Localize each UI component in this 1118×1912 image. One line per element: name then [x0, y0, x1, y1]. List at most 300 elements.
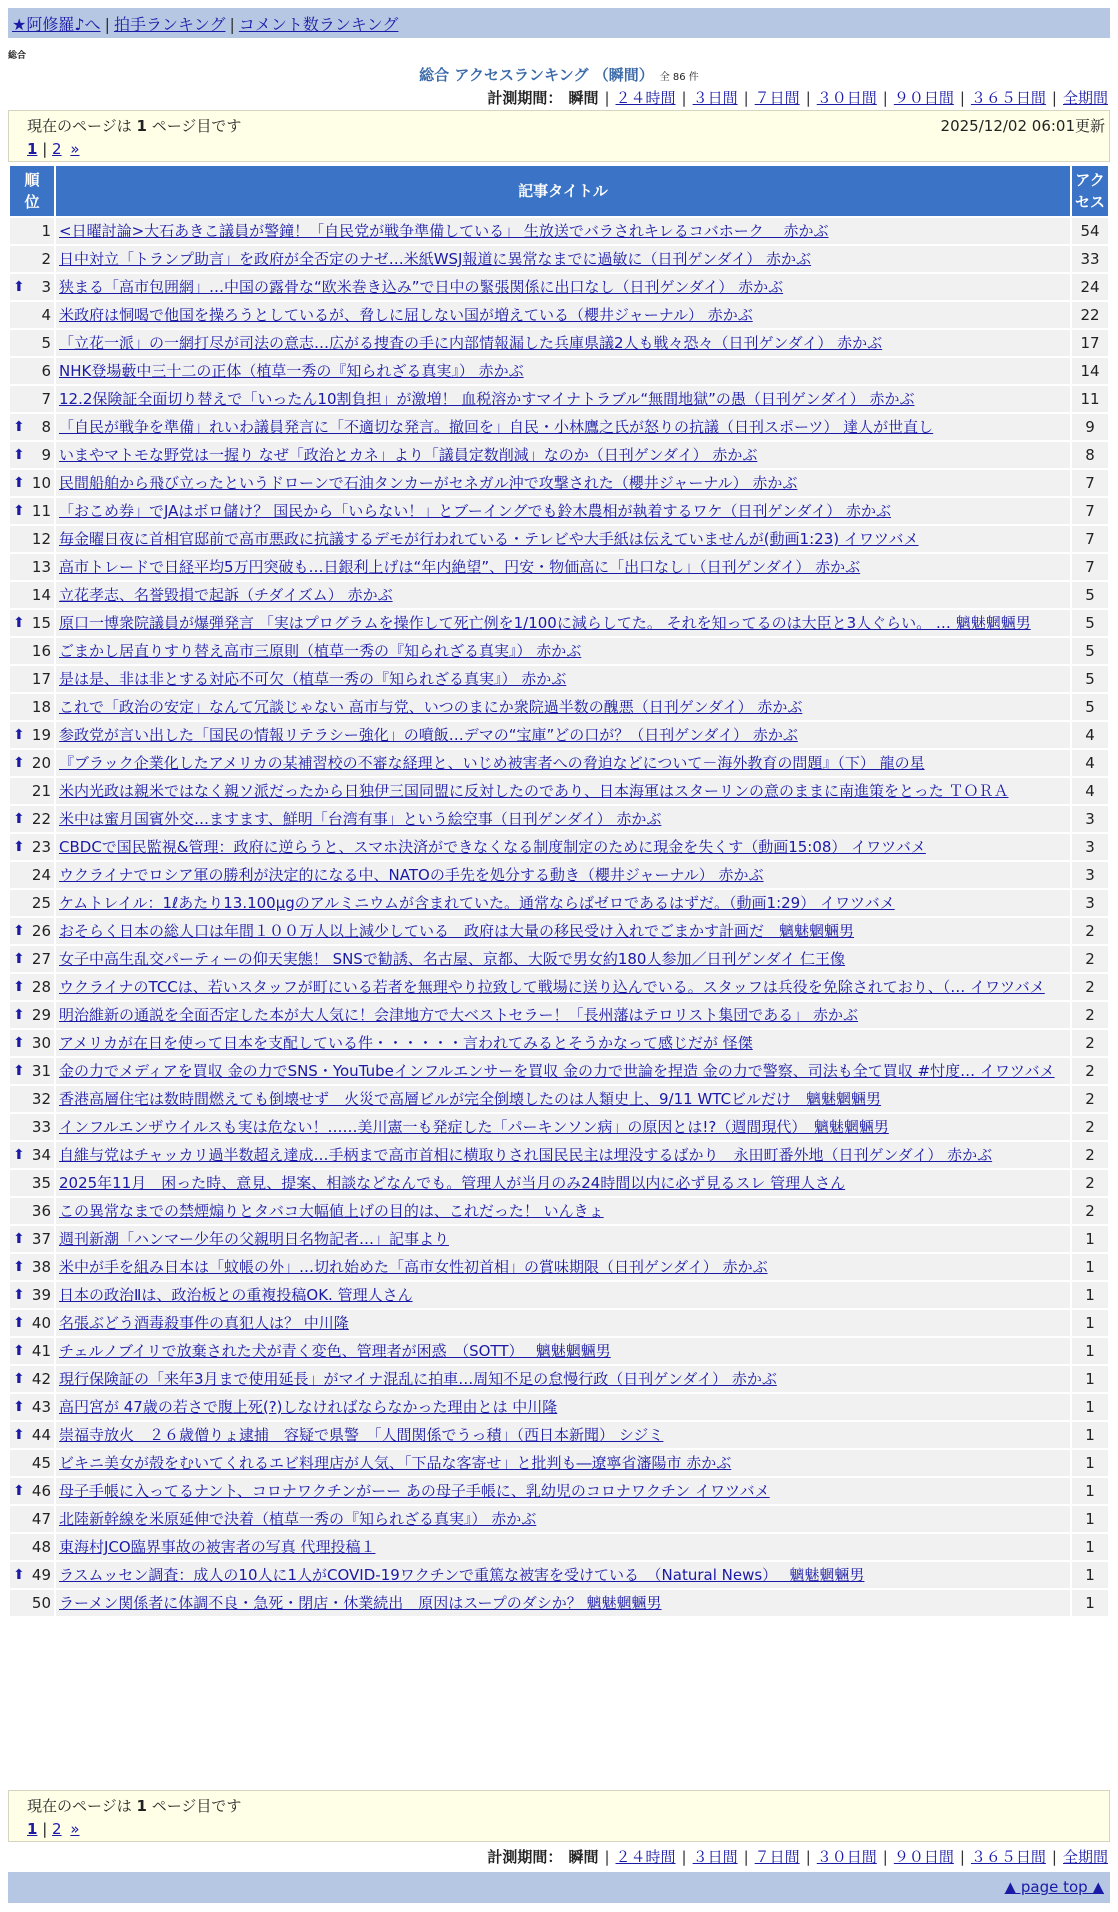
article-link[interactable]: 現行保険証の「来年3月まで使用延長」がマイナ混乱に拍車…周知不足の怠慢行政（日刊ゲンダイ） 赤かぶ	[59, 1370, 777, 1388]
period-separator: |	[805, 89, 811, 107]
rank-cell	[10, 918, 54, 944]
period-separator: |	[882, 1848, 888, 1866]
rank-up-arrow-icon: ⬆	[13, 1287, 25, 1303]
rank-up-arrow-icon: ⬆	[13, 1371, 25, 1387]
access-count: 5	[1072, 610, 1108, 636]
rank-cell	[10, 246, 54, 272]
title-cell	[56, 330, 1070, 356]
article-link[interactable]: 名張ぶどう酒毒殺事件の真犯人は？ 中川隆	[59, 1314, 349, 1332]
table-row	[10, 1142, 1108, 1168]
page-2-link[interactable]: 2	[52, 1820, 62, 1838]
rank-up-arrow-icon: ⬆	[13, 1399, 25, 1415]
title-cell	[56, 946, 1070, 972]
title-cell	[56, 862, 1070, 888]
title-cell	[56, 1534, 1070, 1560]
article-link[interactable]: 狭まる「高市包囲網」…中国の露骨な“欧米巻き込み”で日中の緊張関係に出口なし（日刊ゲンダイ） 赤かぶ	[59, 278, 784, 296]
updated-time: 2025/12/02 06:01更新	[940, 117, 1105, 135]
article-link[interactable]: 是は是、非は非とする対応不可欠（植草一秀の『知られざる真実』） 赤かぶ	[59, 670, 567, 688]
total-count: 全 86 件	[659, 72, 699, 83]
rank-cell	[10, 1114, 54, 1140]
title-cell	[56, 890, 1070, 916]
title-cell	[56, 470, 1070, 496]
rank-cell	[10, 638, 54, 664]
ranking-table	[8, 164, 1110, 1618]
article-link[interactable]: 週刊新潮「ハンマー少年の父親明日名物記者…」記事より	[59, 1230, 450, 1248]
title-cell	[56, 1366, 1070, 1392]
period-link-4[interactable]: ９０日間	[893, 1848, 954, 1866]
rank-cell	[10, 806, 54, 832]
rank-number: 32	[31, 1090, 51, 1108]
access-count: 1	[1072, 1450, 1108, 1476]
title-cell	[56, 554, 1070, 580]
rank-number: 6	[41, 362, 51, 380]
rank-up-arrow-icon: ⬆	[13, 979, 25, 995]
table-row	[10, 442, 1108, 468]
rank-number: 17	[31, 670, 51, 688]
rank-number: 5	[41, 334, 51, 352]
table-header-row	[10, 166, 1108, 216]
table-row	[10, 414, 1108, 440]
article-link[interactable]: 高円宮が 47歳の若さで腹上死(?)しなければならなかった理由とは 中川隆	[59, 1398, 558, 1416]
period-label: 計測期間：	[487, 89, 563, 107]
article-link[interactable]: 「立花一派」の一網打尽が司法の意志…広がる捜査の手に内部情報漏した兵庫県議2人も戦々恐々（日刊ゲンダイ） 赤かぶ	[59, 334, 883, 352]
access-count: 8	[1072, 442, 1108, 468]
access-count: 7	[1072, 470, 1108, 496]
page-1-link[interactable]: 1	[27, 140, 38, 158]
access-count: 4	[1072, 778, 1108, 804]
access-count: 3	[1072, 806, 1108, 832]
table-row	[10, 1590, 1108, 1616]
rank-up-arrow-icon: ⬆	[13, 279, 25, 295]
rank-number: 35	[31, 1174, 51, 1192]
period-link-3[interactable]: ３０日間	[816, 89, 877, 107]
rank-number: 47	[31, 1510, 51, 1528]
rank-number: 13	[31, 558, 51, 576]
rank-cell	[10, 1198, 54, 1224]
rank-header: 順 位	[10, 166, 54, 216]
next-page-link[interactable]: »	[70, 140, 80, 158]
rank-up-arrow-icon: ⬆	[13, 811, 25, 827]
rank-number: 15	[31, 614, 51, 632]
article-link[interactable]: 「自民が戦争を準備」れいわ議員発言に「不適切な発言。撤回を」自民・小林鷹之氏が怒りの抗議（日刊スポーツ） 達人が世直し	[59, 418, 934, 436]
title-cell	[56, 1086, 1070, 1112]
rank-number: 46	[31, 1482, 51, 1500]
table-row	[10, 218, 1108, 244]
article-link[interactable]: これで「政治の安定」なんて冗談じゃない 高市与党、いつのまにか衆院過半数の醜悪（日刊ゲンダイ） 赤かぶ	[59, 698, 803, 716]
article-link[interactable]: <日曜討論>大石あきこ議員が警鐘！「自民党が戦争準備している」 生放送でバラされキレるコバホーク 赤かぶ	[59, 222, 829, 240]
rank-cell	[10, 1282, 54, 1308]
period-current: 瞬間	[568, 1848, 599, 1866]
article-link[interactable]: インフルエンザウイルスも実は危ない！……美川憲一も発症した「パーキンソン病」の原因とは!?（週間現代） 魑魅魍魎男	[59, 1118, 889, 1136]
rank-cell	[10, 470, 54, 496]
access-count: 7	[1072, 526, 1108, 552]
title-cell	[56, 722, 1070, 748]
period-link-5[interactable]: ３６５日間	[970, 1848, 1046, 1866]
access-count: 1	[1072, 1226, 1108, 1252]
rank-up-arrow-icon: ⬆	[13, 1343, 25, 1359]
rank-up-arrow-icon: ⬆	[13, 1427, 25, 1443]
article-link[interactable]: 香港高層住宅は数時間燃えても倒壊せず 火災で高層ビルが完全倒壊したのは人類史上、9/11 WTCビルだけ 魑魅魍魎男	[59, 1090, 882, 1108]
table-row	[10, 722, 1108, 748]
rank-cell	[10, 1338, 54, 1364]
home-link[interactable]: ★阿修羅♪へ	[12, 15, 101, 34]
access-count: 14	[1072, 358, 1108, 384]
title-cell	[56, 974, 1070, 1000]
rank-number: 43	[31, 1398, 51, 1416]
article-link[interactable]: 日中対立「トランプ助言」を政府が全否定のナゼ…米紙WSJ報道に異常なまでに過敏に（日刊ゲンダイ） 赤かぶ	[59, 250, 812, 268]
pagination: 1 | 2 »	[27, 1820, 80, 1838]
table-row	[10, 1366, 1108, 1392]
table-row	[10, 974, 1108, 1000]
article-link[interactable]: この異常なまでの禁煙煽りとタバコ大幅値上げの目的は、これだった！ いんきょ	[59, 1202, 604, 1220]
access-count: 2	[1072, 946, 1108, 972]
rank-cell	[10, 1562, 54, 1588]
rank-cell	[10, 1254, 54, 1280]
period-link-0[interactable]: ２４時間	[615, 1848, 676, 1866]
period-link-5[interactable]: ３６５日間	[970, 89, 1046, 107]
table-row	[10, 1254, 1108, 1280]
rank-cell	[10, 274, 54, 300]
title-cell	[56, 1058, 1070, 1084]
rank-cell	[10, 722, 54, 748]
rank-cell	[10, 358, 54, 384]
rank-up-arrow-icon: ⬆	[13, 475, 25, 491]
article-link[interactable]: ウクライナのTCCは、若いスタッフが町にいる若者を無理やり拉致して戦場に送り込んでいる。スタッフは兵役を免除されており、（… イワツバメ	[59, 978, 1045, 996]
access-count: 2	[1072, 1002, 1108, 1028]
period-link-2[interactable]: ７日間	[754, 89, 800, 107]
article-link[interactable]: 日本の政治Ⅱは、政治板との重複投稿OK. 管理人さん	[59, 1286, 413, 1304]
rank-number: 24	[31, 866, 51, 884]
rank-number: 22	[31, 810, 51, 828]
table-row	[10, 1198, 1108, 1224]
title-cell	[56, 386, 1070, 412]
article-link[interactable]: 2025年11月 困った時、意見、提案、相談などなんでも。管理人が当月のみ24時間以内に必ず見るスレ 管理人さん	[59, 1174, 846, 1192]
page-title: 総合 アクセスランキング （瞬間）	[419, 66, 654, 84]
rank-up-arrow-icon: ⬆	[13, 447, 25, 463]
article-link[interactable]: 米内光政は親米ではなく親ソ派だったから日独伊三国同盟に反対したのであり、日本海軍はスターリンの意のままに南進策をとった ＴＯＲＡ	[59, 782, 1009, 800]
article-link[interactable]: ラスムッセン調査：成人の10人に1人がCOVID-19ワクチンで重篤な被害を受けている （Natural News） 魑魅魍魎男	[59, 1566, 865, 1584]
access-count: 2	[1072, 1170, 1108, 1196]
article-link[interactable]: CBDCで国民監視&管理：政府に逆らうと、スマホ決済ができなくなる制度制定のために現金を失くす（動画15:08） イワツバメ	[59, 838, 926, 856]
title-cell	[56, 806, 1070, 832]
rank-number: 41	[31, 1342, 51, 1360]
article-link[interactable]: 12.2保険証全面切り替えで「いったん10割負担」が激増！ 血税溶かすマイナトラブル“無間地獄”の愚（日刊ゲンダイ） 赤かぶ	[59, 390, 915, 408]
article-link[interactable]: ラーメン関係者に体調不良・急死・閉店・休業続出 原因はスープのダシか？ 魑魅魍魎男	[59, 1594, 662, 1612]
rank-up-arrow-icon: ⬆	[13, 1259, 25, 1275]
title-cell	[56, 834, 1070, 860]
article-link[interactable]: 母子手帳に入ってるナント、コロナワクチンがーー あの母子手帳に、乳幼児のコロナワクチン イワツバメ	[59, 1482, 770, 1500]
rank-cell	[10, 694, 54, 720]
table-row	[10, 1002, 1108, 1028]
title-cell	[56, 638, 1070, 664]
rank-cell	[10, 1142, 54, 1168]
rank-cell	[10, 946, 54, 972]
article-link[interactable]: 北陸新幹線を米原延伸で決着（植草一秀の『知られざる真実』） 赤かぶ	[59, 1510, 537, 1528]
access-count: 5	[1072, 638, 1108, 664]
rank-cell	[10, 1506, 54, 1532]
section-label: 総合	[8, 51, 27, 61]
rank-cell	[10, 330, 54, 356]
table-row	[10, 274, 1108, 300]
period-current: 瞬間	[568, 89, 599, 107]
access-count: 2	[1072, 918, 1108, 944]
access-count: 5	[1072, 666, 1108, 692]
table-row	[10, 750, 1108, 776]
article-link[interactable]: ケムトレイル：1ℓあたり13.100μgのアルミニウムが含まれていた。通常ならばゼロであるはずだ。（動画1:29） イワツバメ	[59, 894, 895, 912]
period-link-1[interactable]: ３日間	[692, 1848, 738, 1866]
period-link-2[interactable]: ７日間	[754, 1848, 800, 1866]
table-row	[10, 1478, 1108, 1504]
rank-cell	[10, 498, 54, 524]
article-link[interactable]: 女子中高生乱交パーティーの仰天実態！ SNSで勧誘、名古屋、京都、大阪で男女約180人参加／日刊ゲンダイ 仁王像	[59, 950, 846, 968]
article-link[interactable]: 立花孝志、名誉毀損で起訴（チダイズム） 赤かぶ	[59, 586, 393, 604]
rank-number: 28	[31, 978, 51, 996]
article-link[interactable]: 原口一博衆院議員が爆弾発言 「実はプログラムを操作して死亡例を1/100に減らしてた。 それを知ってるのは大臣と3人ぐらい。 … 魑魅魍魎男	[59, 614, 1031, 632]
access-count: 2	[1072, 1142, 1108, 1168]
table-row	[10, 890, 1108, 916]
title-cell	[56, 1254, 1070, 1280]
access-count: 2	[1072, 974, 1108, 1000]
rank-cell	[10, 1086, 54, 1112]
title-cell	[56, 1506, 1070, 1532]
period-separator: |	[959, 89, 965, 107]
access-count: 7	[1072, 498, 1108, 524]
next-page-link[interactable]: »	[70, 1820, 80, 1838]
rank-cell	[10, 526, 54, 552]
access-count: 2	[1072, 1086, 1108, 1112]
article-link[interactable]: アメリカが在日を使って日本を支配している件・・・・・・言われてみるとそうかなって感じだが 怪傑	[59, 1034, 753, 1052]
access-count: 2	[1072, 1114, 1108, 1140]
table-row	[10, 470, 1108, 496]
access-count: 4	[1072, 722, 1108, 748]
table-row	[10, 1282, 1108, 1308]
access-count: 1	[1072, 1506, 1108, 1532]
clap-ranking-link[interactable]: 拍手ランキング	[113, 15, 226, 34]
table-row	[10, 638, 1108, 664]
rank-cell	[10, 1394, 54, 1420]
title-cell	[56, 1590, 1070, 1616]
article-link[interactable]: 米中が手を組み日本は「蚊帳の外」…切れ始めた「高市女性初首相」の賞味期限（日刊ゲンダイ） 赤かぶ	[59, 1258, 768, 1276]
access-count: 3	[1072, 890, 1108, 916]
title-cell	[56, 274, 1070, 300]
ranking-heading	[0, 64, 1118, 85]
access-count: 1	[1072, 1478, 1108, 1504]
period-separator: |	[959, 1848, 965, 1866]
title-cell	[56, 302, 1070, 328]
article-link[interactable]: 明治維新の通説を全面否定した本が大人気に！会津地方で大ベストセラー！「長州藩はテロリスト集団である」 赤かぶ	[59, 1006, 859, 1024]
period-link-1[interactable]: ３日間	[692, 89, 738, 107]
table-row	[10, 246, 1108, 272]
title-cell	[56, 414, 1070, 440]
access-count: 24	[1072, 274, 1108, 300]
table-row	[10, 1422, 1108, 1448]
article-link[interactable]: おそらく日本の総人口は年間１００万人以上減少している 政府は大量の移民受け入れでごまかす計画だ 魑魅魍魎男	[59, 922, 855, 940]
period-link-6[interactable]: 全期間	[1062, 89, 1108, 107]
rank-cell	[10, 582, 54, 608]
rank-number: 4	[41, 306, 51, 324]
article-link[interactable]: 米政府は恫喝で他国を操ろうとしているが、脅しに屈しない国が増えている（櫻井ジャーナル） 赤かぶ	[59, 306, 753, 324]
article-link[interactable]: 『ブラック企業化したアメリカの某補習校の不審な経理と、いじめ被害者への脅迫などについて－海外教育の問題』（下） 龍の星	[59, 754, 925, 772]
rank-cell	[10, 1030, 54, 1056]
rank-cell	[10, 834, 54, 860]
article-link[interactable]: チェルノブイリで放棄された犬が青く変色、管理者が困惑 （SOTT） 魑魅魍魎男	[59, 1342, 611, 1360]
table-row	[10, 806, 1108, 832]
nav-separator: |	[229, 15, 235, 34]
rank-cell	[10, 414, 54, 440]
rank-number: 29	[31, 1006, 51, 1024]
nav-separator: |	[104, 15, 110, 34]
title-cell	[56, 246, 1070, 272]
access-count: 1	[1072, 1310, 1108, 1336]
article-link[interactable]: 崇福寺放火 ２６歳僧りょ逮捕 容疑で県警 「人間関係でうっ積」（西日本新聞） シジミ	[59, 1426, 664, 1444]
table-row	[10, 302, 1108, 328]
title-cell	[56, 1562, 1070, 1588]
rank-up-arrow-icon: ⬆	[13, 1063, 25, 1079]
article-link[interactable]: 参政党が言い出した「国民の情報リテラシー強化」の噴飯…デマの“宝庫”どの口が？（日刊ゲンダイ） 赤かぶ	[59, 726, 798, 744]
period-selector-bottom	[487, 1846, 1108, 1867]
rank-number: 19	[31, 726, 51, 744]
period-link-0[interactable]: ２４時間	[615, 89, 676, 107]
period-separator: |	[743, 89, 749, 107]
page-info-panel-top	[8, 110, 1110, 162]
rank-up-arrow-icon: ⬆	[13, 1231, 25, 1247]
title-cell	[56, 918, 1070, 944]
title-cell	[56, 1394, 1070, 1420]
article-link[interactable]: ビキニ美女が殻をむいてくれるエビ料理店が人気、「下品な客寄せ」と批判も―遼寧省瀋陽市 赤かぶ	[59, 1454, 732, 1472]
rank-number: 20	[31, 754, 51, 772]
title-header: 記事タイトル	[56, 166, 1070, 216]
rank-up-arrow-icon: ⬆	[13, 1007, 25, 1023]
page-1-link[interactable]: 1	[27, 1820, 38, 1838]
period-separator: |	[604, 1848, 610, 1866]
rank-number: 1	[41, 222, 51, 240]
article-link[interactable]: 金の力でメディアを買収 金の力でSNS・YouTubeインフルエンサーを買収 金の力で世論を捏造 金の力で警察、司法も全て買収 #忖度… イワツバメ	[59, 1062, 1055, 1080]
title-cell	[56, 1310, 1070, 1336]
table-row	[10, 862, 1108, 888]
rank-number: 16	[31, 642, 51, 660]
period-link-3[interactable]: ３０日間	[816, 1848, 877, 1866]
rank-cell	[10, 442, 54, 468]
article-link[interactable]: 高市トレードで日経平均5万円突破も…日銀利上げは“年内絶望”、円安・物価高に「出口なし」（日刊ゲンダイ） 赤かぶ	[59, 558, 861, 576]
title-cell	[56, 1142, 1070, 1168]
article-link[interactable]: NHK登場藪中三十二の正体（植草一秀の『知られざる真実』） 赤かぶ	[59, 362, 524, 380]
current-page-text: 現在のページは 1 ページ目です	[27, 1797, 242, 1815]
table-row	[10, 582, 1108, 608]
title-cell	[56, 1114, 1070, 1140]
article-link[interactable]: 米中は蜜月国賓外交…ますます、鮮明「台湾有事」という絵空事（日刊ゲンダイ） 赤かぶ	[59, 810, 662, 828]
table-row	[10, 1058, 1108, 1084]
table-row	[10, 1394, 1108, 1420]
rank-cell	[10, 1226, 54, 1252]
table-row	[10, 1506, 1108, 1532]
rank-number: 33	[31, 1118, 51, 1136]
period-link-4[interactable]: ９０日間	[893, 89, 954, 107]
rank-number: 44	[31, 1426, 51, 1444]
table-row	[10, 1450, 1108, 1476]
title-cell	[56, 358, 1070, 384]
table-row	[10, 386, 1108, 412]
rank-number: 8	[41, 418, 51, 436]
access-count: 3	[1072, 834, 1108, 860]
period-separator: |	[882, 89, 888, 107]
rank-number: 39	[31, 1286, 51, 1304]
page-info-panel-bottom	[8, 1790, 1110, 1842]
access-count: 2	[1072, 1058, 1108, 1084]
page-top-link[interactable]: ▲ page top ▲	[1004, 1878, 1104, 1896]
rank-cell	[10, 1310, 54, 1336]
access-count: 54	[1072, 218, 1108, 244]
table-row	[10, 358, 1108, 384]
rank-number: 45	[31, 1454, 51, 1472]
rank-number: 49	[31, 1566, 51, 1584]
comment-ranking-link[interactable]: コメント数ランキング	[238, 15, 399, 34]
access-count: 1	[1072, 1394, 1108, 1420]
access-count: 2	[1072, 1198, 1108, 1224]
access-count: 1	[1072, 1562, 1108, 1588]
access-count: 11	[1072, 386, 1108, 412]
access-count: 1	[1072, 1590, 1108, 1616]
rank-up-arrow-icon: ⬆	[13, 419, 25, 435]
rank-cell	[10, 218, 54, 244]
title-cell	[56, 750, 1070, 776]
article-link[interactable]: ウクライナでロシア軍の勝利が決定的になる中、NATOの手先を処分する動き（櫻井ジャーナル） 赤かぶ	[59, 866, 764, 884]
rank-number: 26	[31, 922, 51, 940]
access-count: 17	[1072, 330, 1108, 356]
period-link-6[interactable]: 全期間	[1062, 1848, 1108, 1866]
table-row	[10, 498, 1108, 524]
rank-number: 50	[31, 1594, 51, 1612]
rank-number: 12	[31, 530, 51, 548]
title-cell	[56, 1478, 1070, 1504]
title-cell	[56, 582, 1070, 608]
table-row	[10, 666, 1108, 692]
rank-cell	[10, 890, 54, 916]
rank-cell	[10, 750, 54, 776]
title-cell	[56, 1002, 1070, 1028]
table-row	[10, 1114, 1108, 1140]
rank-cell	[10, 1002, 54, 1028]
rank-number: 14	[31, 586, 51, 604]
rank-up-arrow-icon: ⬆	[13, 839, 25, 855]
period-separator: |	[805, 1848, 811, 1866]
rank-number: 23	[31, 838, 51, 856]
rank-number: 48	[31, 1538, 51, 1556]
title-cell	[56, 1338, 1070, 1364]
page-2-link[interactable]: 2	[52, 140, 62, 158]
title-cell	[56, 526, 1070, 552]
top-nav-bar	[8, 8, 1110, 38]
article-link[interactable]: 「おこめ券」でJAはボロ儲け？ 国民から「いらない！」とブーイングでも鈴木農相が執着するワケ（日刊ゲンダイ） 赤かぶ	[59, 502, 892, 520]
article-link[interactable]: 民間船舶から飛び立ったというドローンで石油タンカーがセネガル沖で攻撃された（櫻井ジャーナル） 赤かぶ	[59, 474, 798, 492]
period-separator: |	[1051, 1848, 1057, 1866]
access-count: 5	[1072, 582, 1108, 608]
article-link[interactable]: 毎金曜日夜に首相官邸前で高市悪政に抗議するデモが行われている・テレビや大手紙は伝えていませんが(動画1:23) イワツバメ	[59, 530, 919, 548]
rank-up-arrow-icon: ⬆	[13, 1035, 25, 1051]
pagination: 1 | 2 »	[27, 140, 80, 158]
article-link[interactable]: 東海村JCO臨界事故の被害者の写真 代理投稿１	[59, 1538, 376, 1556]
article-link[interactable]: いまやマトモな野党は一握り なぜ「政治とカネ」より「議員定数削減」なのか（日刊ゲンダイ） 赤かぶ	[59, 446, 758, 464]
title-cell	[56, 1030, 1070, 1056]
rank-cell	[10, 666, 54, 692]
rank-cell	[10, 1478, 54, 1504]
table-row	[10, 610, 1108, 636]
article-link[interactable]: 自維与党はチャッカリ過半数超え達成…手柄まで高市首相に横取りされ国民民主は埋没するばかり 永田町番外地（日刊ゲンダイ） 赤かぶ	[59, 1146, 993, 1164]
rank-cell	[10, 386, 54, 412]
rank-number: 27	[31, 950, 51, 968]
table-row	[10, 1030, 1108, 1056]
access-count: 3	[1072, 862, 1108, 888]
article-link[interactable]: ごまかし居直りすり替え高市三原則（植草一秀の『知られざる真実』） 赤かぶ	[59, 642, 582, 660]
